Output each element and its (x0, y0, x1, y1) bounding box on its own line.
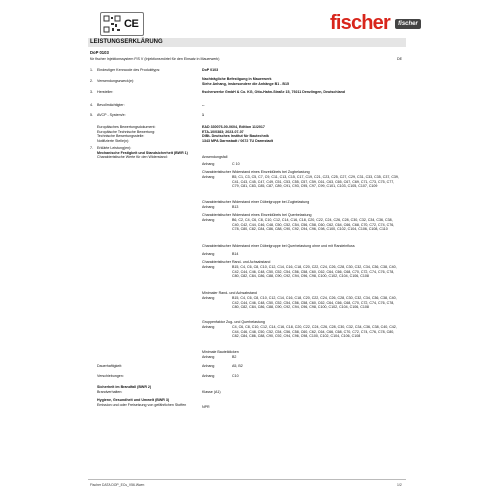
displacement-annex-value: C10 (232, 374, 239, 378)
ce-mark-box (100, 12, 144, 36)
sec2-label: Verwendungszweck(e): (97, 79, 135, 83)
durability-annex-value: A5, B2 (232, 364, 243, 368)
sec6-value-3: DIBt- Deutsches Institut für Bautechnik (202, 134, 269, 138)
ce-mark-text: CE (124, 18, 139, 30)
sec6-value-1: EAD 330076-00-0604, Edition 11/2017 (202, 125, 265, 129)
sec3-number: 3. (90, 90, 93, 94)
block-annex-label: Anhang (202, 218, 215, 222)
block-title: Minimaler Rand- und Achsabstand (202, 291, 257, 295)
block-annex-value: C 10 (232, 162, 240, 166)
block-annex-label: Anhang (202, 205, 215, 209)
block-title: Minimale Bauteildicken (202, 350, 239, 354)
block-annex-value: C4, C6, C8, C10, C12, C14, C16, C18, C20, C22, C24, C26, C28, C30, C32, C34, C36, C38, C40, C42, C44, C46, C48, C50, C52, C54, C56, C58, C60, C62, C64, C66, C68, C70, C72, C74, C76, C78, C80, C82, C84, C86, C88, C90, C92, C94, C96, C98, C100, C102, C104, C106, C108 (232, 325, 397, 338)
bwr3-label: Hygiene, Gesundheit und Umwelt (BWR 3) (97, 398, 170, 402)
sec6-label-1: Europäisches Bewertungsdokument: (97, 125, 156, 129)
sec6-label-2: Europäische Technische Bewertung: (97, 129, 156, 134)
page-title: LEISTUNGSERKLÄRUNG (90, 39, 163, 45)
block-title: Anwendungsfall (202, 155, 228, 159)
sec4-value: -- (202, 103, 205, 107)
sec3-value: fischerwerke GmbH & Co. KG, Otto-Hahn-Straße 15, 79211 Denzlingen, Deutschland (202, 90, 345, 94)
block-annex-value: B14 (232, 252, 239, 256)
durability-annex-label: Anhang (202, 364, 215, 368)
sec2-number: 2. (90, 79, 93, 83)
block-title: Charakteristischer Widerstand eines Einzeldübels bei Zugbelastung (202, 170, 310, 174)
sec2-value-2: Siehe Anhang, insbesondere die Anhänge B1 - B15 (202, 82, 289, 86)
footer-left: Fischer DATA DOP_ECs_V56.Wwm (90, 483, 145, 487)
product-line: für fischer Injektionssystem FIS V (Injektionsmörtel für den Einsatz in Mauerwerk) (90, 57, 220, 61)
sec7-number: 7. (90, 146, 93, 150)
sec7-label: Erklärte Leistung(en): (97, 146, 132, 150)
block-annex-value: B15, C4, C6, C8, C10, C12, C14, C16, C18, C20, C22, C24, C26, C28, C30, C32, C34, C36, C38, C40, C42, C44, C46, C48, C50, C52, C54, C56, C58, C60, C62, C64, C66, C68, C70, C72, C74, C76, C78, C80, C82, C84, C86, C88, C90, C92, C94, C96, C98, C100, C102, C104, C106, C108 (232, 265, 397, 278)
char-label: Charakteristische Werte für den Widerstand: (97, 155, 168, 159)
block-annex-value: B6, C2, C4, C6, C8, C10, C12, C14, C16, C18, C20, C22, C24, C26, C28, C30, C32, C34, C36, C38, C40, C42, C44, C46, C48, C50, C52, C54, C56, C58, C60, C62, C64, C66, C68, C70, C72, C74, C76, C78, C80, C82, C84, C86, C88, C90, C92, C94, C96, C98, C100, C102, C104, C106, C108, C110 (232, 218, 395, 231)
sec1-value: DoP 0103 (202, 68, 219, 72)
block-annex-value: B2 (232, 355, 237, 359)
sec6-label-4: Notifizierte Stelle(n): (97, 138, 130, 143)
sec2-value-1: Nachträgliche Befestigung in Mauerwerk (202, 77, 272, 81)
footer-page-number: 1/2 (397, 483, 402, 487)
block-annex-label: Anhang (202, 325, 215, 329)
block-annex-label: Anhang (202, 265, 215, 269)
block-title: Gruppenfaktor Zug- und Querbelastung (202, 320, 265, 324)
block-annex-value: B5, C1, C3, C5, C7, C9, C11, C13, C15, C17, C19, C21, C23, C25, C27, C29, C31, C33, C35, C37, C39, C41, C43, C45, C47, C49, C51, C53, C55, C57, C59, C61, C63, C65, C67, C69, C71, C73, C75, C77, C79, C81, C83, C85, C87, C89, C91, C93, C95, C97, C99, C101, C103, C105, C107, C109 (232, 175, 399, 188)
brand-name: fischer (330, 12, 390, 34)
footer-rule (88, 479, 406, 480)
displacement-annex-label: Anhang (202, 374, 215, 378)
sec3-label: Hersteller: (97, 90, 114, 94)
sec4-number: 4. (90, 103, 93, 107)
sec1-number: 1. (90, 68, 93, 72)
block-annex-label: Anhang (202, 175, 215, 179)
block-title: Charakteristischer Widerstand einer Dübelgruppe bei Querbelastung ohne und mit Randeinfluss (202, 244, 355, 248)
sec1-label: Eindeutiger Kenncode des Produkttyps: (97, 68, 161, 72)
bwr3-value: NPR (202, 405, 210, 409)
block-annex-label: Anhang (202, 355, 215, 359)
block-annex-value: B15, C4, C6, C8, C10, C12, C14, C16, C18, C20, C22, C24, C26, C28, C30, C32, C34, C36, C38, C40, C42, C44, C46, C48, C50, C52, C54, C56, C58, C60, C62, C64, C66, C68, C70, C72, C74, C76, C78, C80, C82, C84, C86, C88, C90, C92, C94, C96, C98, C100, C102, C104, C106, C108 (232, 296, 397, 309)
language-code: DE (397, 57, 402, 61)
sec6-value-4: 1343 MPA Darmstadt / 0672 TU Darmstadt (202, 138, 273, 143)
mech-label: Mechanische Festigkeit und Standsicherheit (BWR 1) (97, 150, 188, 155)
bwr2-sub: Brandverhalten: (97, 390, 123, 394)
sec5-label: AVCP - System/e: (97, 113, 126, 117)
bwr2-label: Sicherheit im Brandfall (BWR 2) (97, 385, 152, 389)
bwr3-sub: Emission und oder Freisetzung von gefährlichen Stoffen (97, 403, 187, 407)
displacement-label: Verschiebungen: (97, 374, 124, 378)
block-annex-label: Anhang (202, 162, 215, 166)
brand-badge: fischer (395, 19, 421, 29)
sec6-value-2: ETA-10/0383; 2023-07-07 (202, 129, 244, 134)
sec4-label: Bevollmächtigter: (97, 103, 125, 107)
durability-label: Dauerhaftigkeit: (97, 364, 123, 368)
sec5-value: 1 (202, 113, 204, 117)
block-annex-label: Anhang (202, 252, 215, 256)
block-annex-value: B13 (232, 205, 239, 209)
block-title: Charakteristischer Widerstand einer Dübelgruppe bei Zugbelastung (202, 200, 310, 204)
sec6-label-3: Technische Bewertungsstelle: (97, 134, 145, 138)
block-title: Charakteristischer Rand- und Achsabstand (202, 260, 271, 264)
block-annex-label: Anhang (202, 296, 215, 300)
sec5-number: 5. (90, 113, 93, 117)
fischer-logo (330, 12, 421, 35)
dop-number: DoP 0103 (90, 50, 109, 55)
bwr2-value: Klasse (A1) (202, 390, 221, 394)
qr-code-icon (102, 14, 122, 34)
block-title: Charakteristischer Widerstand eines Einzeldübels bei Querbelastung (202, 213, 312, 217)
